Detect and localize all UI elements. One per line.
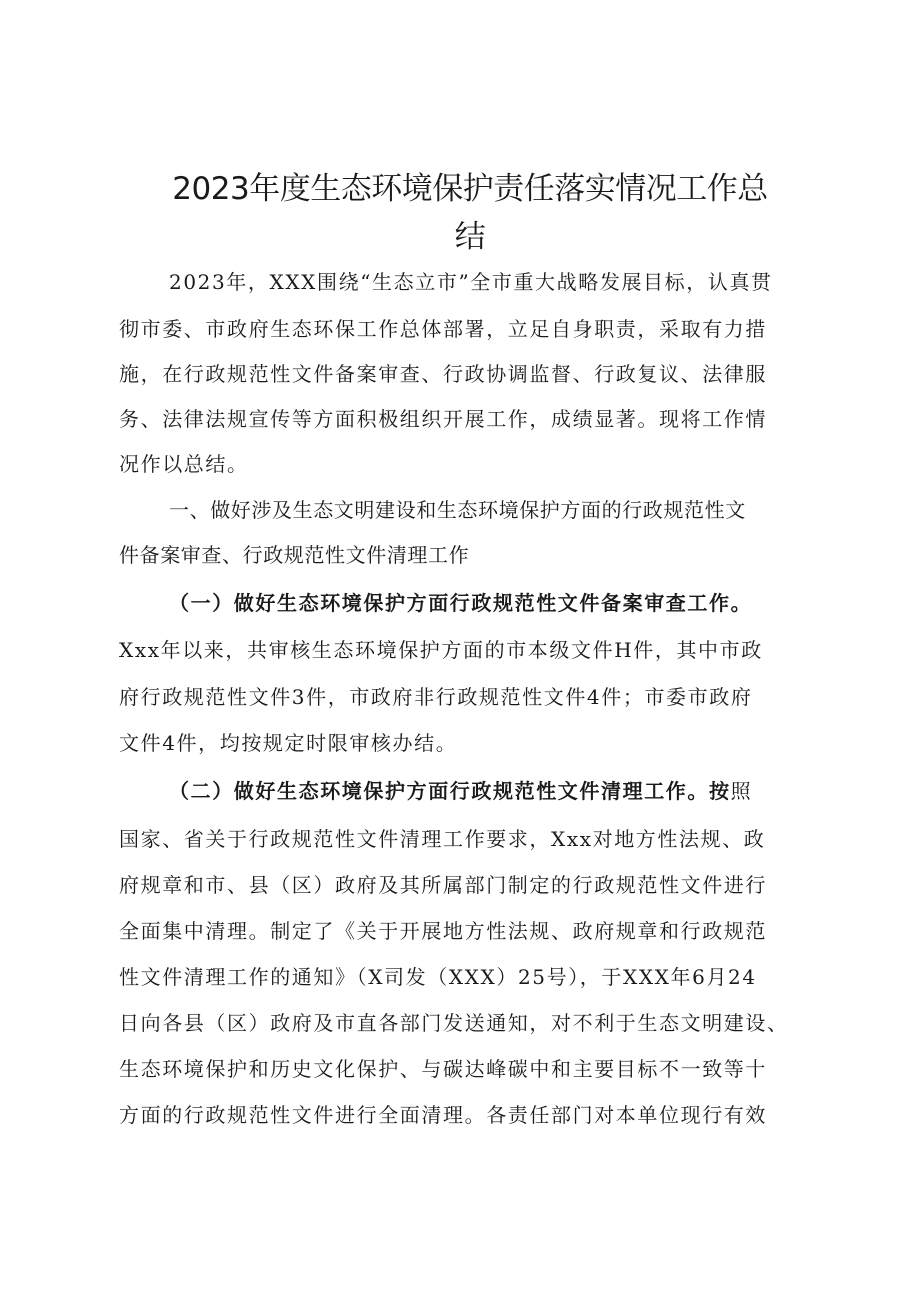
- subsection-2-line-1: 国家、省关于行政规范性文件清理工作要求，Xxx对地方性法规、政: [119, 827, 766, 851]
- subsection-2-first-line: [169, 764, 824, 818]
- intro-line-3: 施，在行政规范性文件备案审查、行政协调监督、行政复议、法律服: [119, 362, 767, 386]
- section-1-heading-line-1: 一、做好涉及生态文明建设和生态环境保护方面的行政规范性文: [169, 498, 746, 522]
- subsection-2-line-2: 府规章和市、县（区）政府及其所属部门制定的行政规范性文件进行: [119, 873, 767, 897]
- subsection-1-heading: （一）做好生态环境保护方面行政规范性文件备案审查工作。: [169, 591, 753, 615]
- subsection-2-line-4: 性文件清理工作的通知》（X司发（XXX）25号），于XXX年6月24: [119, 965, 757, 989]
- subsection-2-first-line-tail: 照: [730, 779, 753, 803]
- subsection-1-line-2: 府行政规范性文件3件，市政府非行政规范性文件4件；市委市政府: [119, 685, 753, 709]
- section-1-heading-line-2: 件备案审查、行政规范性文件清理工作: [119, 543, 470, 567]
- intro-line-1: 2023年，XXX围绕“生态立市”全市重大战略发展目标，认真贯: [169, 270, 773, 294]
- document-title-line-1: 2023年度生态环境保护责任落实情况工作总: [172, 171, 768, 207]
- subsection-2-line-6: 生态环境保护和历史文化保护、与碳达峰碳中和主要目标不一致等十: [119, 1057, 767, 1081]
- subsection-1-line-3: 文件4件，均按规定时限审核办结。: [119, 731, 458, 755]
- subsection-2-line-7: 方面的行政规范性文件进行全面清理。各责任部门对本单位现行有效: [119, 1103, 767, 1127]
- subsection-2-heading: （二）做好生态环境保护方面行政规范性文件清理工作。按: [169, 779, 731, 803]
- intro-line-4: 务、法律法规宣传等方面积极组织开展工作，成绩显著。现将工作情: [119, 407, 767, 431]
- intro-line-5: 况作以总结。: [119, 452, 249, 476]
- subsection-2-line-3: 全面集中清理。制定了《关于开展地方性法规、政府规章和行政规范: [119, 919, 767, 943]
- subsection-1-line-1: Xxx年以来，共审核生态环境保护方面的市本级文件H件，其中市政: [119, 638, 763, 662]
- subsection-2-line-5: 日向各县（区）政府及市直各部门发送通知，对不利于生态文明建设、: [119, 1011, 789, 1035]
- intro-line-2: 彻市委、市政府生态环保工作总体部署，立足自身职责，采取有力措: [119, 317, 767, 341]
- document-title-line-2: 结: [454, 219, 486, 255]
